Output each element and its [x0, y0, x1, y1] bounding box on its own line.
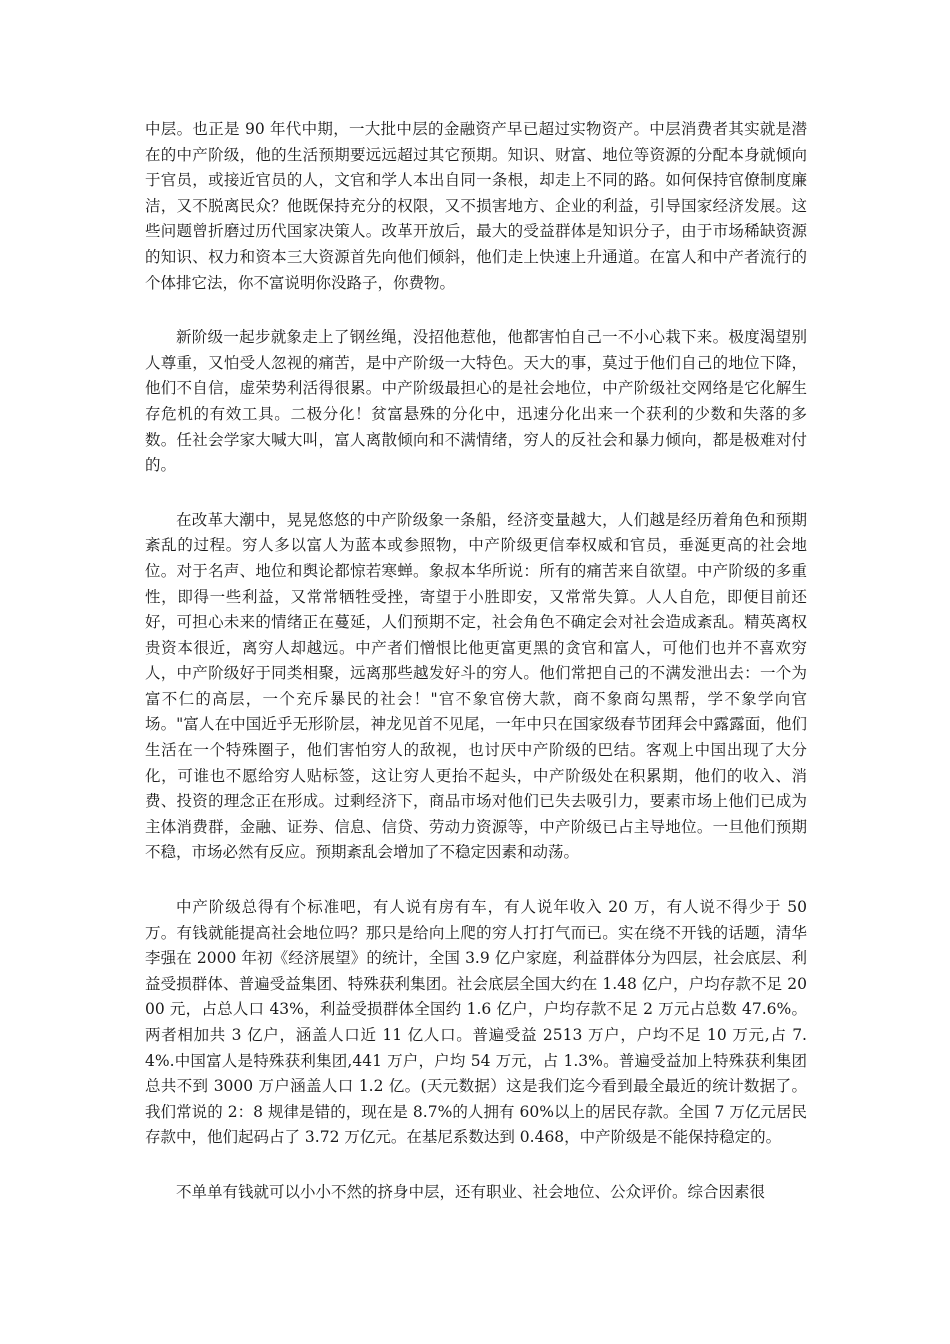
paragraph-5: 不单单有钱就可以小小不然的挤身中层，还有职业、社会地位、公众评价。综合因素很 — [176, 1182, 766, 1201]
paragraph-2: 新阶级一起步就象走上了钢丝绳，没招他惹他，他都害怕自己一不小心栽下来。极度渴望别人尊重，又怕受人忽视的痛苦，是中产阶级一大特色。天大的事，莫过于他们自己的地位下降，他们不自信，虚荣势利活得很累。中产阶级最担心的是社会地位，中产阶级社交网络是它化解生存危机的有效工具。二极分化！贫富悬殊的分化中，迅速分化出来一个获利的少数和失落的多数。任社会学家大喊大叫，富人离散倾向和不满情绪，穷人的反社会和暴力倾向，都是极难对付的。 — [145, 328, 807, 475]
paragraph-4: 中产阶级总得有个标准吧，有人说有房有车，有人说年收入 20 万，有人说不得少于 50 万。有钱就能提高社会地位吗？那只是给向上爬的穷人打打气而已。实在绕不开钱的话题，清华李强在 2000 年初《经济展望》的统计，全国 3.9 亿户家庭，利益群体分为四层，社会底层、利益受损群体、普遍受益集团、特殊获利集团。社会底层全国大约在 1.48 亿户，户均存款不足 2000 元，占总人口 43%，利益受损群体全国约 1.6 亿户，户均存款不足 2 万元占总数 47.6%。两者相加共 3 亿户，涵盖人口近 11 亿人口。普遍受益 2513 万户，户均不足 10 万元,占 7.4%.中国富人是特殊获利集团,441 万户，户均 54 万元，占 1.3%。普遍受益加上特殊获利集团总共不到 3000 万户涵盖人口 1.2 亿。(天元数据）这是我们迄今看到最全最近的统计数据了。我们常说的 2：8 规律是错的，现在是 8.7%的人拥有 60%以上的居民存款。全国 7 万亿元居民存款中，他们起码占了 3.72 万亿元。在基尼系数达到 0.468，中产阶级是不能保持稳定的。 — [145, 898, 807, 1147]
document-body — [145, 117, 807, 1235]
paragraph-1: 中层。也正是 90 年代中期，一大批中层的金融资产早已超过实物资产。中层消费者其实就是潜在的中产阶级，他的生活预期要远远超过其它预期。知识、财富、地位等资源的分配本身就倾向于官员，或接近官员的人，文官和学人本出自同一条根，却走上不同的路。如何保持官僚制度廉洁，又不脱离民众？他既保持充分的权限，又不损害地方、企业的利益，引导国家经济发展。这些问题曾折磨过历代国家决策人。改革开放后，最大的受益群体是知识分子，由于市场稀缺资源的知识、权力和资本三大资源首先向他们倾斜，他们走上快速上升通道。在富人和中产者流行的个体排它法，你不富说明你没路子，你费物。 — [145, 120, 807, 292]
paragraph-3: 在改革大潮中，晃晃悠悠的中产阶级象一条船，经济变量越大，人们越是经历着角色和预期紊乱的过程。穷人多以富人为蓝本或参照物，中产阶级更信奉权威和官员，垂涎更高的社会地位。对于名声、地位和舆论都惊若寒蝉。象叔本华所说：所有的痛苦来自欲望。中产阶级的多重性，即得一些利益，又常常牺牲受挫，寄望于小胜即安，又常常失算。人人自危，即便目前还好，可担心未来的情绪正在蔓延，人们预期不定，社会角色不确定会对社会造成紊乱。精英离权贵资本很近，离穷人却越远。中产者们憎恨比他更富更黑的贪官和富人，可他们也并不喜欢穷人，中产阶级好于同类相聚，远离那些越发好斗的穷人。他们常把自己的不满发泄出去：一个为富不仁的高层，一个充斥暴民的社会！"官不象官傍大款，商不象商勾黑帮，学不象学向官场。"富人在中国近乎无形阶层，神龙见首不见尾，一年中只在国家级春节团拜会中露露面，他们生活在一个特殊圈子，他们害怕穷人的敌视，也讨厌中产阶级的巴结。客观上中国出现了大分化，可谁也不愿给穷人贴标签，这让穷人更抬不起头，中产阶级处在积累期，他们的收入、消费、投资的理念正在形成。过剩经济下，商品市场对他们已失去吸引力，要素市场上他们已成为主体消费群，金融、证券、信息、信贷、劳动力资源等，中产阶级已占主导地位。一旦他们预期不稳，市场必然有反应。预期紊乱会增加了不稳定因素和动荡。 — [145, 510, 807, 862]
